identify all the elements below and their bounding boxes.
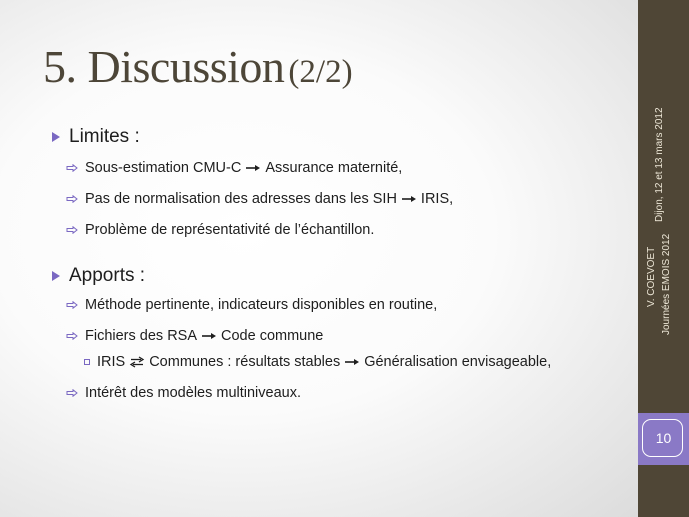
right-arrow-icon: [245, 164, 261, 172]
triangle-bullet-icon: [52, 132, 60, 142]
page-number-frame: [642, 419, 683, 457]
list-item-limites-3-text: Problème de représentativité de l’échantillon.: [85, 222, 375, 238]
list-item-apports-2-post: Code commune: [221, 328, 324, 344]
swap-arrows-icon: [129, 356, 145, 368]
hollow-arrow-bullet-icon: [66, 226, 78, 234]
hollow-square-bullet-icon: [84, 359, 90, 365]
list-item-apports-3: [66, 385, 301, 401]
triangle-bullet-icon: [52, 271, 60, 281]
list-subitem-apports-2-1-post: Généralisation envisageable,: [364, 354, 552, 370]
list-item-apports-2-pre: Fichiers des RSA: [85, 328, 198, 344]
sidebar-date: Dijon, 12 et 13 mars 2012: [654, 107, 665, 222]
list-item-limites-1: [66, 160, 402, 176]
right-arrow-icon: [201, 332, 217, 340]
page-number: 10: [655, 430, 672, 446]
hollow-arrow-bullet-icon: [66, 301, 78, 309]
right-arrow-icon: [401, 195, 417, 203]
slide-title-suffix: (2/2): [288, 54, 353, 90]
list-item-limites-3: [66, 222, 374, 238]
list-subitem-apports-2-1: [84, 354, 551, 370]
page-number-badge: [638, 413, 689, 465]
sidebar-event: Journées EMOIS 2012: [661, 233, 672, 335]
list-subitem-apports-2-1-mid: Communes : résultats stables: [149, 354, 341, 370]
slide-title-main: 5. Discussion: [43, 41, 285, 92]
list-item-limites-1-pre: Sous-estimation CMU-C: [85, 160, 242, 176]
hollow-arrow-bullet-icon: [66, 195, 78, 203]
list-item-limites-2-pre: Pas de normalisation des adresses dans les SIH: [85, 191, 397, 207]
list-item-limites-2: [66, 191, 453, 207]
hollow-arrow-bullet-icon: [66, 164, 78, 172]
heading-limites-label: Limites :: [69, 126, 140, 147]
slide-title: [43, 40, 353, 93]
heading-limites: [52, 126, 140, 148]
hollow-arrow-bullet-icon: [66, 332, 78, 340]
list-item-apports-1-text: Méthode pertinente, indicateurs disponibles en routine,: [85, 297, 438, 313]
list-item-apports-3-text: Intérêt des modèles multiniveaux.: [85, 385, 301, 401]
list-item-limites-2-post: IRIS,: [420, 191, 454, 207]
sidebar-author: V. COEVOET: [646, 246, 657, 307]
list-item-apports-2: [66, 328, 323, 344]
heading-apports-label: Apports :: [69, 265, 146, 286]
heading-apports: [52, 265, 145, 287]
list-item-apports-1: [66, 297, 437, 313]
hollow-arrow-bullet-icon: [66, 389, 78, 397]
list-subitem-apports-2-1-pre: IRIS: [97, 354, 126, 370]
right-arrow-icon: [344, 358, 360, 366]
list-item-limites-1-post: Assurance maternité,: [265, 160, 403, 176]
